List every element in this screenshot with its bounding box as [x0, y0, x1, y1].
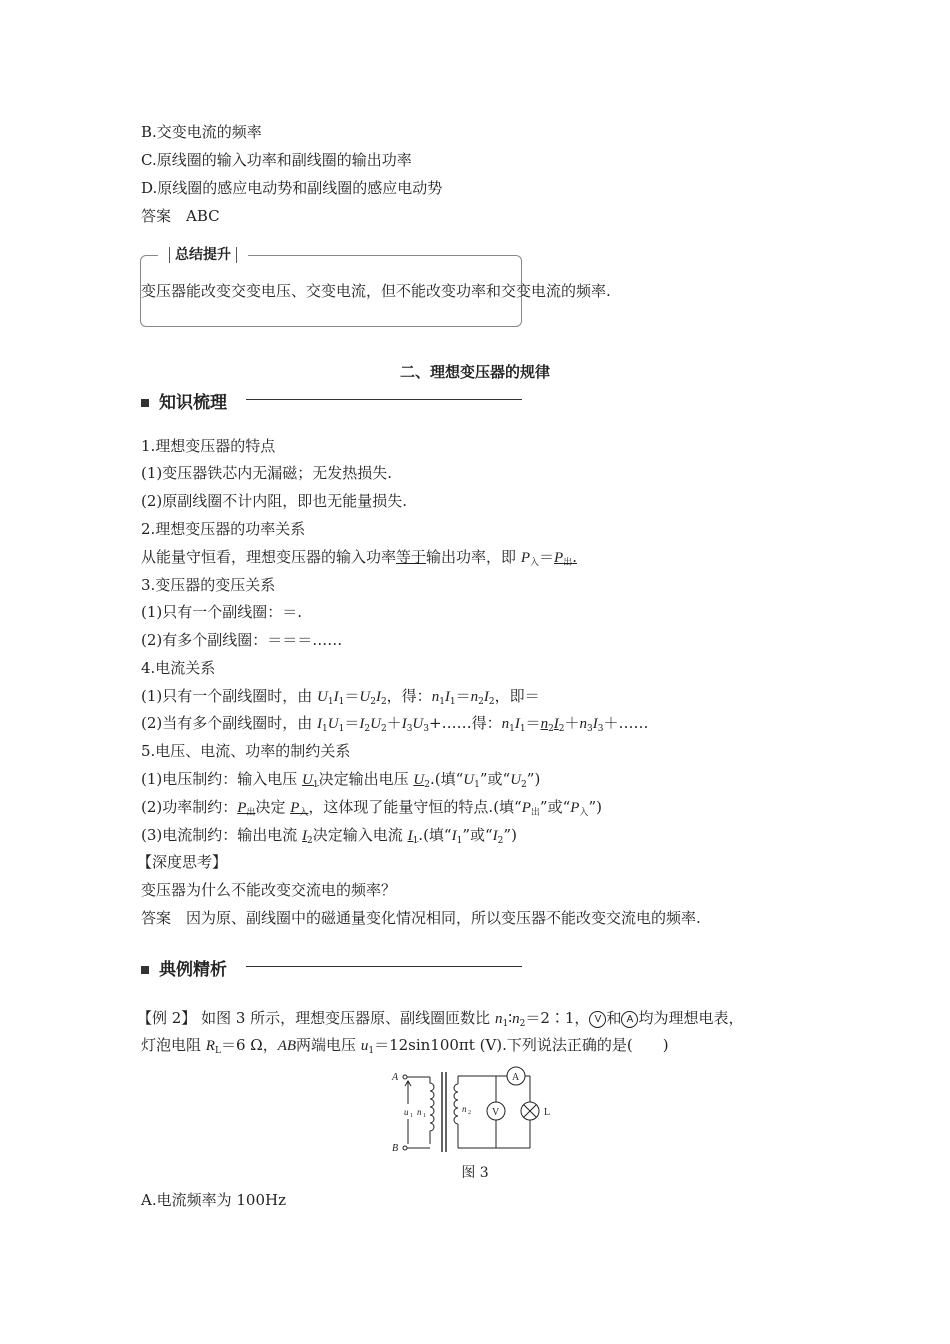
square-bullet-icon [141, 399, 149, 407]
k-line: (1)变压器铁芯内无漏磁；无发热损失. [141, 464, 393, 482]
k-line: (3)电流制约：输出电流 $I_2$决定输入电流 $I_1$.(填“$I_1$”或“$I_2$”) [141, 826, 517, 846]
option-a: A.电流频率为 100Hz [141, 1191, 286, 1209]
svg-text:u: u [404, 1107, 409, 1117]
answer-2: 答案 因为原、副线圈中的磁通量变化情况相同，所以变压器不能改变交流电的频率. [141, 909, 701, 927]
ammeter-icon: A [621, 1011, 638, 1028]
example-rule [246, 966, 522, 967]
k-line: 3.变压器的变压关系 [141, 576, 276, 594]
example-line-1: 【例 2】 如图 3 所示，理想变压器原、副线圈匝数比 $n_1∶n_2=2∶1$， V 和 A 均为理想电表， [137, 1009, 744, 1029]
k-line: 4.电流关系 [141, 659, 216, 677]
k-line: (2)功率制约：$P_出$决定 $P_入$，这体现了能量守恒的特点.(填“$P_出$”或“$P_入$”) [141, 798, 602, 818]
knowledge-heading: 知识梳理 [141, 388, 227, 413]
k-line: (1)只有一个副线圈：＝. [141, 603, 303, 621]
deep-thinking-label: 【深度思考】 [137, 853, 228, 871]
summary-text: 变压器能改变交变电压、交变电流，但不能改变功率和交变电流的频率. [141, 282, 611, 300]
k-line: (1)电压制约：输入电压 $U_1$决定输出电压 $U_2$.(填“$U_1$”或“$U_2$”) [141, 770, 541, 790]
k-line: (2)当有多个副线圈时，由 $I_1U_1=I_2U_2+I_3U_3+\dots\dots$得：$n_1I_1=n_2I_2+n_3I_3+\dots\dots$ [141, 714, 649, 734]
svg-text:A: A [512, 1072, 520, 1083]
summary-title: 总结提升 [158, 244, 248, 264]
svg-text:n: n [417, 1107, 422, 1117]
answer-1: 答案 ABC [141, 207, 220, 225]
k-line: (2)有多个副线圈：＝＝＝…… [141, 631, 343, 649]
k-line: 1.理想变压器的特点 [141, 437, 276, 455]
figure-caption: 图 3 [461, 1165, 489, 1181]
k-line: 5.电压、电流、功率的制约关系 [141, 742, 351, 760]
option-b: B.交变电流的频率 [141, 123, 262, 141]
k-line: (1)只有一个副线圈时，由 $U_1I_1=U_2I_2$，得：$n_1I_1=n_2I_2$，即＝ [141, 687, 540, 707]
example-heading: 典例精析 [141, 955, 227, 980]
example-line-2: 灯泡电阻 $R_L=6$ Ω，AB两端电压 $u_1=12\sin 100\pi t$ (V).下列说法正确的是( ) [141, 1036, 669, 1056]
svg-text:1: 1 [423, 1113, 426, 1119]
transformer-circuit-diagram [390, 1064, 565, 1154]
section-title: 二、理想变压器的规律 [399, 363, 550, 381]
svg-text:B: B [392, 1143, 399, 1154]
svg-text:n: n [462, 1104, 467, 1114]
svg-text:1: 1 [410, 1113, 413, 1119]
k-line: 从能量守恒看，理想变压器的输入功率等于输出功率，即 $P_入=P_出$. [141, 548, 577, 568]
option-d: D.原线圈的感应电动势和副线圈的感应电动势 [141, 179, 443, 197]
square-bullet-icon [141, 966, 149, 974]
question: 变压器为什么不能改变交流电的频率？ [141, 881, 397, 899]
svg-text:2: 2 [468, 1110, 471, 1116]
svg-text:A: A [392, 1072, 399, 1083]
option-c: C.原线圈的输入功率和副线圈的输出功率 [141, 151, 412, 169]
k-line: (2)原副线圈不计内阻，即也无能量损失. [141, 492, 408, 510]
knowledge-rule [246, 399, 522, 400]
svg-text:L: L [544, 1107, 551, 1118]
svg-text:V: V [492, 1107, 500, 1118]
k-line: 2.理想变压器的功率关系 [141, 520, 306, 538]
voltmeter-icon: V [589, 1011, 606, 1028]
